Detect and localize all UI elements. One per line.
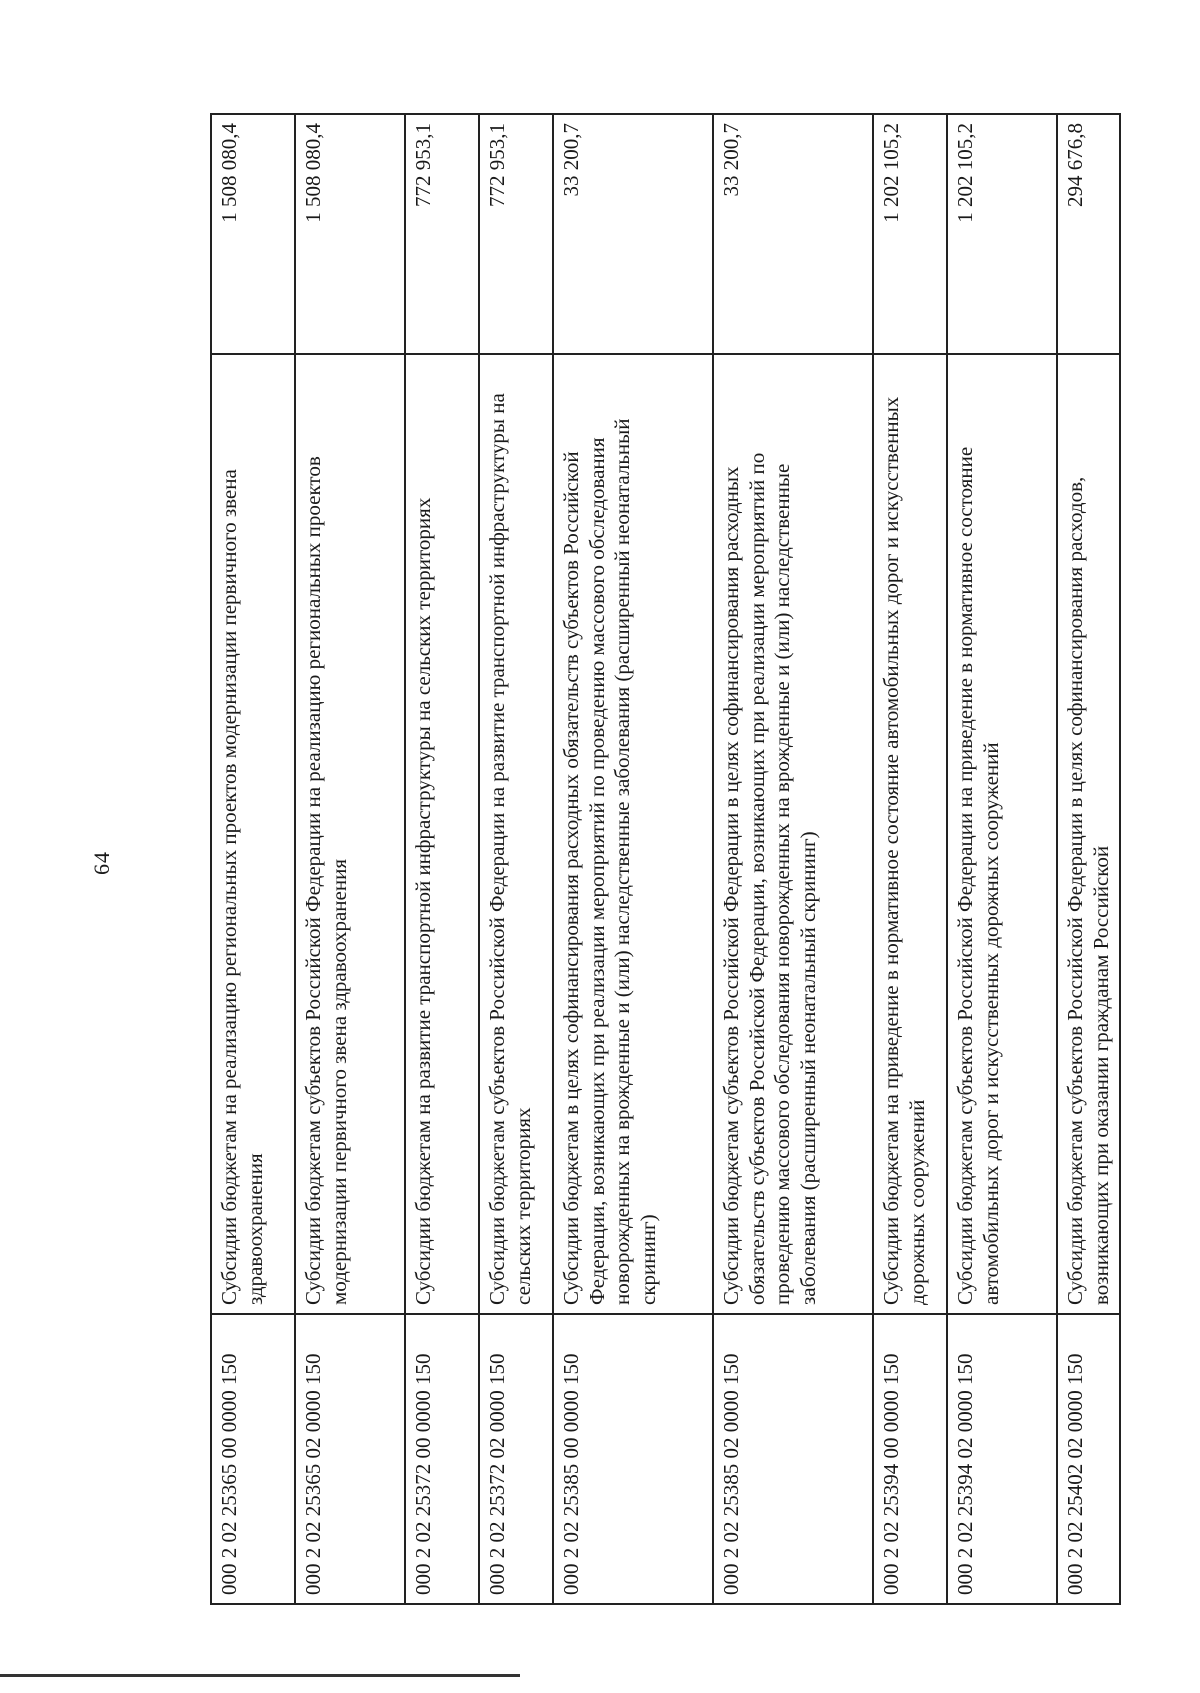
description-cell: Субсидии бюджетам субъектов Российской Федерации в целях софинансирования расходов, возникающих при оказании гражданам Российской <box>1057 354 1120 1314</box>
budget-code-cell: 000 2 02 25394 02 0000 150 <box>947 1314 1057 1604</box>
budget-code-cell: 000 2 02 25372 00 0000 150 <box>405 1314 479 1604</box>
amount-cell: 772 953,1 <box>405 114 479 354</box>
table-row <box>295 114 405 1604</box>
table-row <box>405 114 479 1604</box>
table-row <box>479 114 553 1604</box>
amount-cell: 1 202 105,2 <box>947 114 1057 354</box>
budget-code-cell: 000 2 02 25365 02 0000 150 <box>295 1314 405 1604</box>
table-row <box>947 114 1057 1604</box>
amount-cell: 1 202 105,2 <box>873 114 947 354</box>
budget-table <box>210 113 1121 1605</box>
budget-code-cell: 000 2 02 25385 02 0000 150 <box>713 1314 873 1604</box>
budget-code-cell: 000 2 02 25394 00 0000 150 <box>873 1314 947 1604</box>
amount-cell: 33 200,7 <box>553 114 713 354</box>
description-cell: Субсидии бюджетам на развитие транспортной инфраструктуры на сельских территориях <box>405 354 479 1314</box>
budget-code-cell: 000 2 02 25402 02 0000 150 <box>1057 1314 1120 1604</box>
amount-cell: 1 508 080,4 <box>211 114 295 354</box>
page-number: 64 <box>89 851 114 875</box>
description-cell: Субсидии бюджетам в целях софинансирования расходных обязательств субъектов Российской Федерации, возникающих при реализации мероприятий по проведению массового обследования новорожденных на врожденные и (или) наследственные заболевания (расширенный неонатальный скрининг) <box>553 354 713 1314</box>
amount-cell: 33 200,7 <box>713 114 873 354</box>
table-row <box>1057 114 1120 1604</box>
amount-cell: 294 676,8 <box>1057 114 1120 354</box>
amount-cell: 1 508 080,4 <box>295 114 405 354</box>
description-cell: Субсидии бюджетам субъектов Российской Федерации на развитие транспортной инфраструктуры на сельских территориях <box>479 354 553 1314</box>
amount-cell: 772 953,1 <box>479 114 553 354</box>
description-cell: Субсидии бюджетам на реализацию региональных проектов модернизации первичного звена здравоохранения <box>211 354 295 1314</box>
budget-code-cell: 000 2 02 25385 00 0000 150 <box>553 1314 713 1604</box>
budget-table-rotated <box>210 115 1113 1605</box>
table-row <box>553 114 713 1604</box>
table-row <box>713 114 873 1604</box>
table-row <box>211 114 295 1604</box>
description-cell: Субсидии бюджетам субъектов Российской Федерации на реализацию региональных проектов модернизации первичного звена здравоохранения <box>295 354 405 1314</box>
description-cell: Субсидии бюджетам субъектов Российской Федерации на приведение в нормативное состояние автомобильных дорог и искусственных дорожных сооружений <box>947 354 1057 1314</box>
table-row <box>873 114 947 1604</box>
scan-edge-line <box>0 1674 520 1677</box>
description-cell: Субсидии бюджетам на приведение в нормативное состояние автомобильных дорог и искусственных дорожных сооружений <box>873 354 947 1314</box>
budget-code-cell: 000 2 02 25365 00 0000 150 <box>211 1314 295 1604</box>
description-cell: Субсидии бюджетам субъектов Российской Федерации в целях софинансирования расходных обязательств субъектов Российской Федерации, возникающих при реализации мероприятий по проведению массового обследования новорожденных на врожденные и (или) наследственные заболевания (расширенный неонатальный скрининг) <box>713 354 873 1314</box>
budget-code-cell: 000 2 02 25372 02 0000 150 <box>479 1314 553 1604</box>
